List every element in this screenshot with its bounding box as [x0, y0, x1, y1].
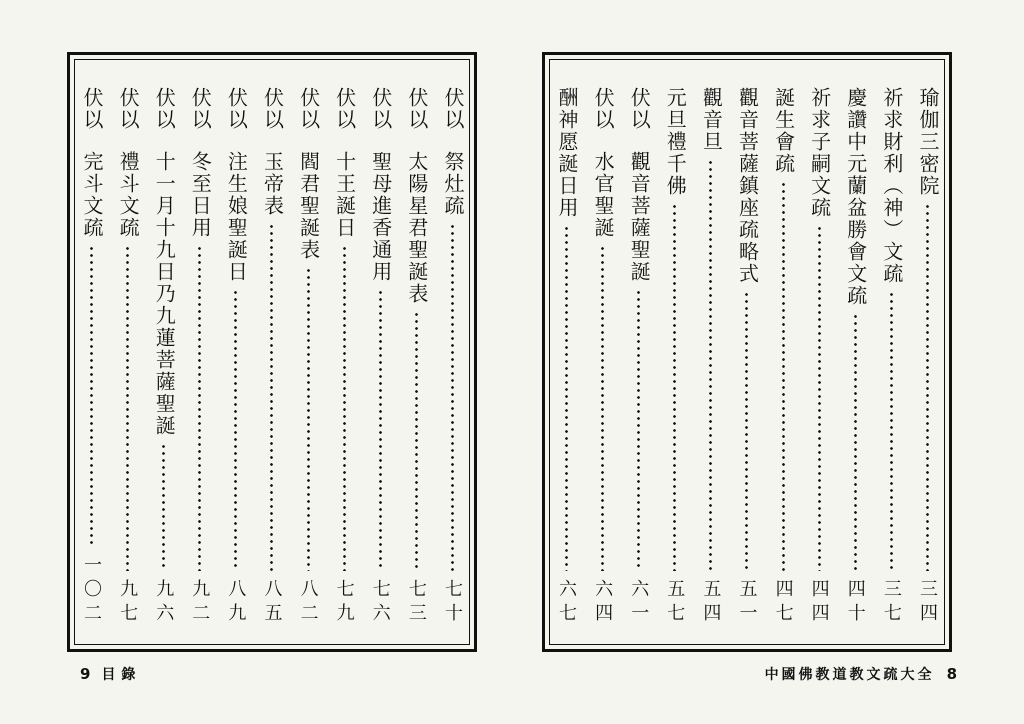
toc-entry-title: 觀音菩薩聖誕: [627, 151, 652, 283]
toc-entry-title: 祭灶疏: [440, 151, 465, 217]
toc-entry-title: 禮斗文疏: [116, 151, 141, 239]
toc-entry-title: 誕生會疏: [771, 87, 796, 175]
toc-entry-prefix: 伏以: [188, 87, 213, 131]
toc-entry-title: 觀音菩薩鎮座疏略式: [735, 87, 760, 285]
right-page: [512, 0, 1024, 724]
dot-leader: [126, 245, 129, 571]
dot-leader: [307, 267, 310, 571]
toc-entry: [731, 63, 762, 643]
toc-entry-title: 完斗文疏: [80, 151, 104, 239]
toc-entry-page-number: 三七: [880, 579, 902, 627]
dot-leader: [745, 291, 748, 571]
dot-leader: [379, 289, 382, 571]
toc-entry-page-number: 六四: [592, 579, 614, 627]
toc-entry: [112, 63, 143, 643]
toc-entry-page-number: 五四: [700, 579, 722, 627]
toc-entry-page-number: 五七: [664, 579, 686, 627]
toc-entry-title: 十一月十九日乃九蓮菩薩聖誕: [152, 151, 177, 437]
dot-leader: [782, 181, 785, 571]
toc-entry: [365, 63, 396, 643]
right-page-frame: [542, 52, 952, 652]
dot-leader: [601, 245, 604, 571]
toc-entry-title: 注生娘聖誕日: [224, 151, 249, 283]
dot-leader: [854, 313, 857, 571]
toc-entry-title: 觀音旦: [699, 87, 724, 153]
toc-entry: [551, 63, 582, 643]
toc-entry: [623, 63, 654, 643]
toc-entry-prefix: 伏以: [260, 87, 285, 131]
dot-leader: [890, 291, 893, 571]
toc-entry: [876, 63, 907, 643]
toc-entry-page-number: 四七: [772, 579, 794, 627]
toc-entry-page-number: 七三: [405, 579, 427, 627]
toc-entry-title: 玉帝表: [260, 151, 285, 217]
toc-entry-page-number: 八二: [297, 579, 319, 627]
toc-entry-page-number: 五一: [736, 579, 758, 627]
toc-entry: [220, 63, 251, 643]
toc-entry-title: 酬神愿誕日用: [555, 87, 579, 219]
toc-entry: [437, 63, 468, 643]
dot-leader: [198, 245, 201, 571]
toc-entry-prefix: 伏以: [368, 87, 393, 131]
toc-entry-prefix: 伏以: [627, 87, 652, 131]
toc-entry-prefix: 伏以: [152, 87, 177, 131]
toc-entry-page-number: 四四: [808, 579, 830, 627]
toc-entry-title: 元旦禮千佛: [663, 87, 688, 197]
toc-entry-title: 祈求子嗣文疏: [807, 87, 832, 219]
right-page-number: 8: [946, 665, 958, 683]
dot-leader: [162, 443, 165, 571]
dot-leader: [90, 245, 93, 547]
toc-entry-prefix: 伏以: [332, 87, 357, 131]
right-page-footer: [765, 664, 958, 684]
toc-entry-title: 慶讚中元蘭盆勝會文疏: [843, 87, 868, 307]
toc-entry-title: 祈求財利（神）文疏: [879, 87, 904, 285]
dot-leader: [415, 311, 418, 571]
dot-leader: [270, 223, 273, 571]
left-page-section-label: 目錄: [101, 667, 142, 683]
toc-entry-page-number: 六七: [556, 579, 577, 627]
toc-entry-page-number: 七九: [333, 579, 355, 627]
toc-entry: [768, 63, 799, 643]
toc-entry: [329, 63, 360, 643]
toc-entry-prefix: 伏以: [440, 87, 465, 131]
right-toc-columns: [551, 63, 943, 643]
toc-entry: [401, 63, 432, 643]
left-page-number: 9: [80, 665, 92, 683]
toc-entry-title: 聖母進香通用: [368, 151, 393, 283]
toc-entry-prefix: 伏以: [591, 87, 616, 131]
right-page-book-title: 中國佛教道教文疏大全: [764, 667, 935, 683]
left-toc-columns: [76, 63, 468, 643]
toc-entry-page-number: 三四: [916, 579, 938, 627]
toc-entry-page-number: 八五: [261, 579, 283, 627]
toc-entry-title: 水官聖誕: [591, 151, 616, 239]
toc-entry: [148, 63, 179, 643]
toc-entry-title: 十王誕日: [332, 151, 357, 239]
left-page-frame: [67, 52, 477, 652]
toc-entry: [840, 63, 871, 643]
dot-leader: [709, 159, 712, 571]
left-page-footer: [80, 664, 141, 684]
dot-leader: [818, 225, 821, 571]
toc-entry-page-number: 六一: [628, 579, 650, 627]
dot-leader: [234, 289, 237, 571]
toc-entry: [293, 63, 324, 643]
toc-entry-page-number: 九七: [117, 579, 139, 627]
dot-leader: [343, 245, 346, 571]
toc-entry: [695, 63, 726, 643]
toc-entry-page-number: 八九: [225, 579, 247, 627]
toc-entry-page-number: 九二: [189, 579, 211, 627]
dot-leader: [673, 203, 676, 571]
toc-entry-page-number: 七六: [369, 579, 391, 627]
toc-entry-prefix: 伏以: [116, 87, 141, 131]
toc-entry-page-number: 四十: [844, 579, 866, 627]
toc-entry-prefix: 伏以: [224, 87, 249, 131]
toc-entry: [76, 63, 107, 643]
toc-entry: [659, 63, 690, 643]
toc-entry-prefix: 伏以: [296, 87, 321, 131]
toc-entry: [912, 63, 943, 643]
toc-entry: [804, 63, 835, 643]
toc-entry-page-number: 一〇二: [81, 555, 102, 627]
toc-entry-page-number: 九六: [153, 579, 175, 627]
toc-entry-title: 冬至日用: [188, 151, 213, 239]
toc-entry: [256, 63, 287, 643]
dot-leader: [637, 289, 640, 571]
toc-entry-title: 閻君聖誕表: [296, 151, 321, 261]
dot-leader: [926, 203, 929, 571]
toc-entry: [184, 63, 215, 643]
toc-entry-prefix: 伏以: [80, 87, 104, 131]
dot-leader: [565, 225, 568, 571]
toc-entry-title: 瑜伽三密院: [915, 87, 940, 197]
dot-leader: [451, 223, 454, 571]
toc-entry: [587, 63, 618, 643]
toc-entry-page-number: 七十: [441, 579, 463, 627]
toc-entry-title: 太陽星君聖誕表: [404, 151, 429, 305]
toc-entry-prefix: 伏以: [404, 87, 429, 131]
